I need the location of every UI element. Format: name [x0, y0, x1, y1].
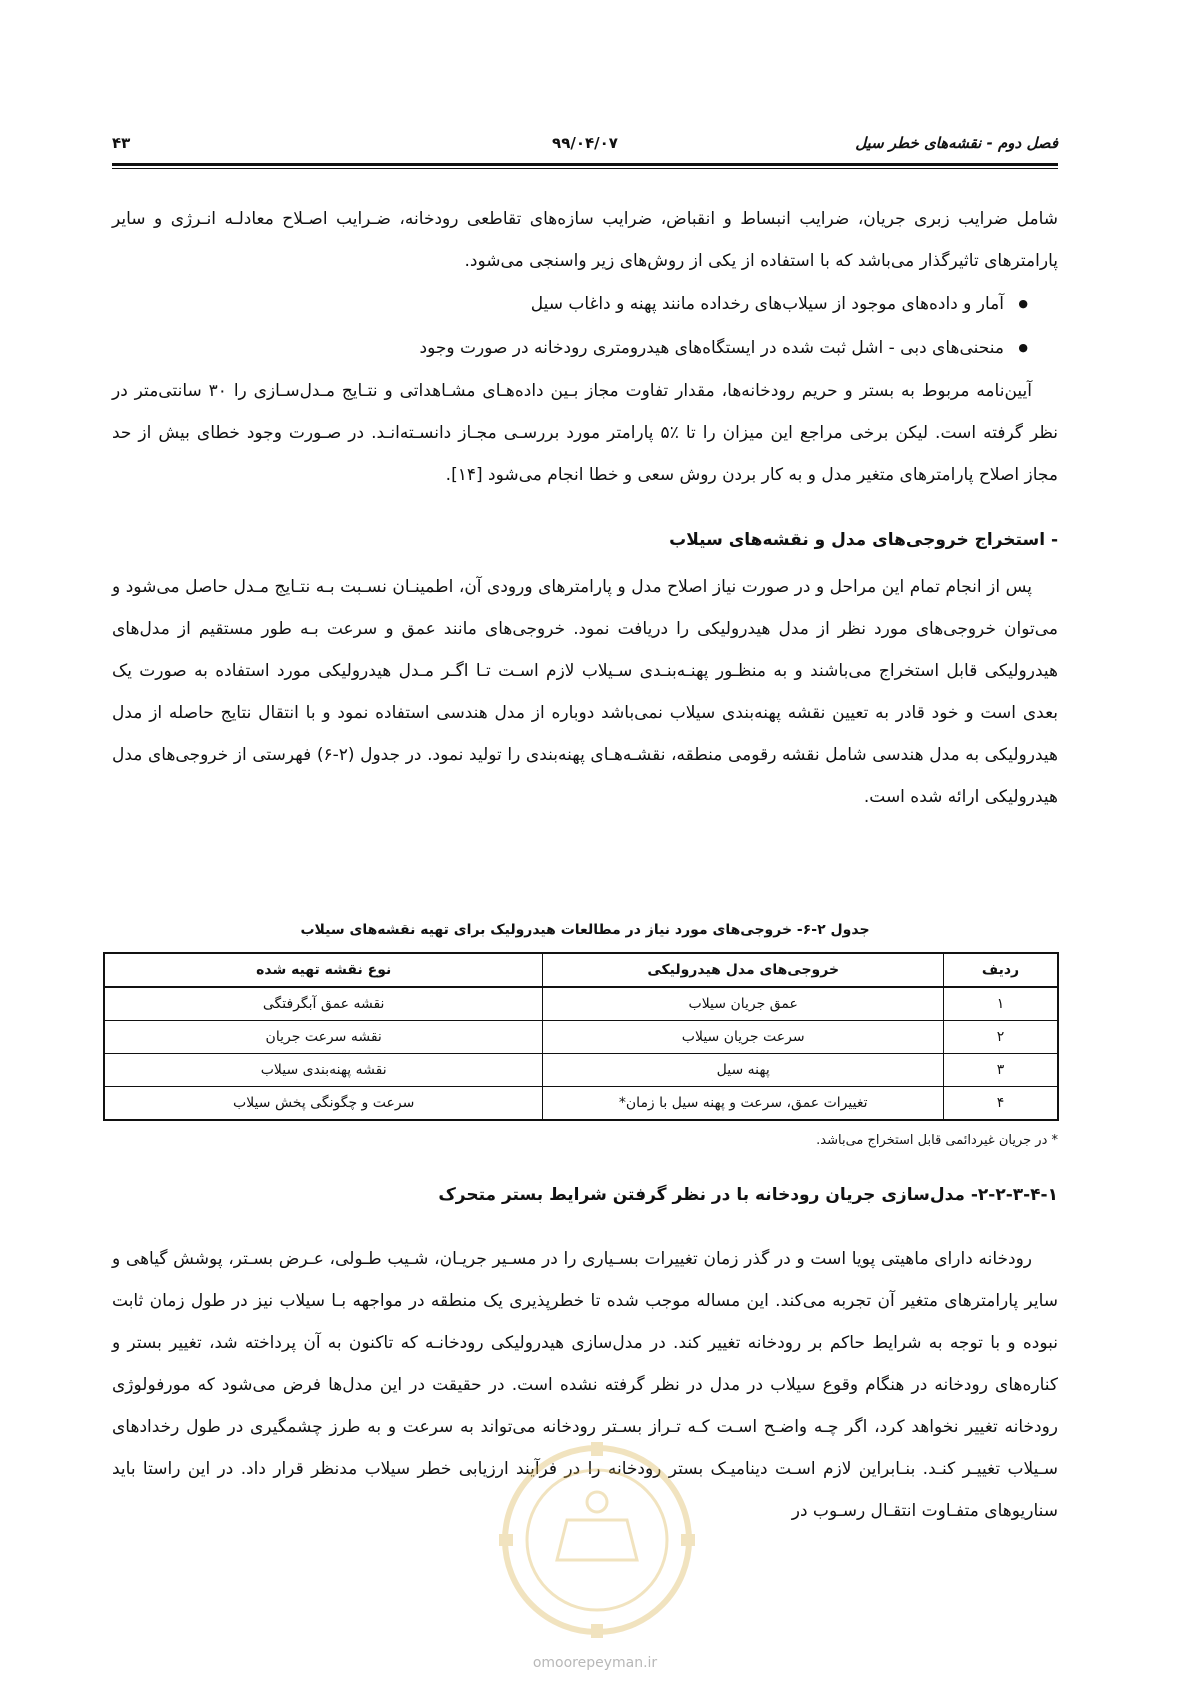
- table-cell: ۴: [944, 1087, 1058, 1121]
- table-cell: ۱: [944, 987, 1058, 1021]
- intro-paragraph: شامل ضرایب زبری جریان، ضرایب انبساط و انقباض، ضرایب سازه‌های تقاطعی رودخانه، ضـرایب اصـلاح معادلـه انـرژی و سایر پارامترهای تاثیرگذار می‌باشد که با استفاده از یکی از روش‌های زیر واسنجی می‌شود.: [112, 209, 1058, 271]
- table-header-row: [104, 953, 1058, 987]
- table-cell: ۲: [944, 1021, 1058, 1054]
- table-cell: سرعت جریان سیلاب: [543, 1021, 944, 1054]
- list-item: ● منحنی‌های دبی - اشل ثبت شده در ایستگاه‌های هیدرومتری رودخانه در صورت وجود: [112, 326, 1028, 370]
- table-cell: ۳: [944, 1054, 1058, 1087]
- tolerance-paragraph: آیین‌نامه مربوط به بستر و حریم رودخانه‌ها، مقدار تفاوت مجاز بـین داده‌هـای مشـاهداتی و نتـایج مـدل‌سـازی را ۳۰ سانتی‌متر در نظر گرفته است. لیکن برخی مراجع این میزان را تا ٪۵ پارامتر مورد بررسـی مجـاز دانسـته‌انـد. در صـورت وجود خطای بیش از حد مجاز اصلاح پارامترهای متغیر مدل و به کار بردن روش سعی و خطا انجام می‌شود [۱۴].: [112, 381, 1059, 485]
- table-cell: نقشه عمق آبگرفتگی: [104, 987, 543, 1021]
- header-rule-thin: [112, 168, 1058, 169]
- table-cell: سرعت و چگونگی پخش سیلاب: [104, 1087, 543, 1121]
- table-row: [104, 1021, 1058, 1054]
- table-footnote: * در جریان غیردائمی قابل استخراج می‌باشد.: [816, 1133, 1058, 1148]
- method-list: [112, 282, 1058, 370]
- outputs-table: [103, 952, 1059, 1121]
- extract-body: [112, 566, 1058, 818]
- table-cell: نقشه سرعت جریان: [104, 1021, 543, 1054]
- header-cell: ردیف: [944, 953, 1058, 987]
- table-row: [104, 987, 1058, 1021]
- watermark-url: omoorepeyman.ir: [532, 1655, 658, 1671]
- header-rule-thick: [112, 163, 1058, 166]
- table-cell: پهنه سیل: [543, 1054, 944, 1087]
- table-cell: تغییرات عمق، سرعت و پهنه سیل با زمان*: [543, 1087, 944, 1121]
- table-cell: نقشه پهنه‌بندی سیلاب: [104, 1054, 543, 1087]
- chapter-title: فصل دوم - نقشه‌های خطر سیل: [855, 134, 1058, 152]
- section-heading: - استخراج خروجی‌های مدل و نقشه‌های سیلاب: [669, 530, 1058, 550]
- extract-section: [112, 525, 1058, 555]
- moving-bed-paragraph: رودخانه دارای ماهیتی پویا است و در گذر زمان تغییرات بسـیاری را در مسـیر جریـان، شـیب طـولی، عـرض بسـتر، پوشش گیاهی و سایر پارامترهای متغیر آن تجربه می‌کند. این مساله موجب شده تا خطرپذیری یک منطقه در مواجهه بـا سیلاب نیز در طول زمان ثابت نبوده و با توجه به شرایط حاکم بر رودخانه تغییر کند. در مدل‌سازی هیدرولیکی رودخانـه که تاکنون به آن پرداخته شد، تغییر بستر و کناره‌های رودخانه در هنگام وقوع سیلاب در مدل در نظر گرفته نشده است. در حقیقت در این مدل‌ها فرض می‌شود که مورفولوژی رودخانه تغییر نخواهد کرد، اگر چـه واضـح اسـت کـه تـراز بسـتر رودخانه می‌تواند به سرعت و به طرز چشمگیری در طول رخدادهای سـیلاب تغییـر کنـد. بنـابراین لازم اسـت دینامیـک بستر رودخانه را در فرآیند ارزیابی خطر سیلاب مدنظر قرار داد. در این راستا باید سناریوهای متفـاوت انتقـال رسـوب در: [112, 1249, 1058, 1521]
- page-header: [112, 128, 1058, 158]
- table-cell: عمق جریان سیلاب: [543, 987, 944, 1021]
- table-row: [104, 1087, 1058, 1121]
- header-cell: خروجی‌های مدل هیدرولیکی: [543, 953, 944, 987]
- page-number: ۴۳: [112, 134, 131, 152]
- watermark-seal-icon: [497, 1440, 697, 1640]
- table-caption: جدول ۲-۶- خروجی‌های مورد نیاز در مطالعات هیدرولیک برای تهیه نقشه‌های سیلاب: [300, 922, 870, 938]
- extract-paragraph: پس از انجام تمام این مراحل و در صورت نیاز اصلاح مدل و پارامترهای ورودی آن، اطمینـان نسـبت بـه نتـایج مـدل حاصل می‌شود و می‌توان خروجی‌های مورد نظر از مدل هیدرولیکی را دریافت نمود. خروجی‌های مانند عمق و سرعت بـه طور مستقیم از مدل‌های هیدرولیکی قابل استخراج می‌باشند و به منظـور پهنـه‌بنـدی سـیلاب لازم اسـت تـا اگـر مـدل هیدرولیکی مورد استفاده به صورت یک بعدی است و خود قادر به تعیین نقشه پهنه‌بندی سیلاب نمی‌باشد دوباره از مدل هندسی استفاده نمود و با انتقال نتایج حاصله از مدل هیدرولیکی به مدل هندسی شامل نقشه رقومی منطقه، نقشـه‌هـای پهنه‌بندی را تولید نمود. در جدول (۲-۶) فهرستی از خروجی‌های مدل هیدرولیکی ارائه شده است.: [112, 577, 1058, 807]
- table-row: [104, 1054, 1058, 1087]
- header-date: ۹۹/۰۴/۰۷: [552, 134, 618, 152]
- intro-block: [112, 198, 1058, 496]
- moving-bed-heading: ۲-۲-۳-۴-۱- مدل‌سازی جریان رودخانه با در نظر گرفتن شرایط بستر متحرک: [438, 1185, 1058, 1205]
- header-cell: نوع نقشه تهیه شده: [104, 953, 543, 987]
- list-item: ● آمار و داده‌های موجود از سیلاب‌های رخداده مانند پهنه و داغاب سیل: [112, 282, 1028, 326]
